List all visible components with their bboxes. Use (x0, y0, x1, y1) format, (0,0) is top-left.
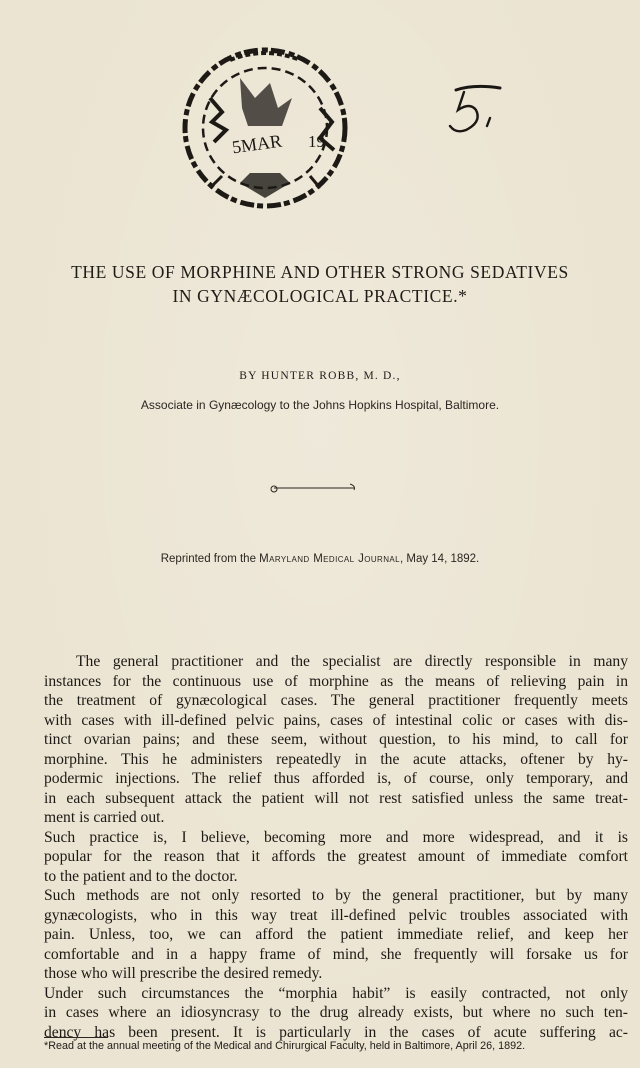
library-stamp (170, 38, 360, 216)
body-line: the treatment of gynæcological cases. The general practitioner frequently meets (44, 692, 628, 709)
stamp-year-text: 19 (308, 132, 325, 151)
author-affiliation: Associate in Gynæcology to the Johns Hopkins Hospital, Baltimore. (140, 398, 500, 412)
body-line: in cases where an idiosyncrasy to the drug already exists, but where no such ten- (44, 1004, 628, 1021)
body-line: popular for the reason that it affords the greatest amount of immediate comfort (44, 848, 628, 865)
body-line: to the patient and to the doctor. (44, 867, 238, 885)
body-line: Such practice is, I believe, becoming more and more widespread, and it is (44, 828, 628, 846)
reprint-suffix: , May 14, 1892. (399, 553, 480, 565)
body-line: dency has been present. It is particularly in the cases of acute suffering ac- (44, 1023, 628, 1041)
body-line: those who will prescribe the desired remedy. (44, 965, 323, 982)
ornamental-rule (268, 478, 360, 496)
body-line: gynæcologists, who in this way treat ill-defined pelvic troubles associated with (44, 906, 628, 924)
document-title-line-1: THE USE OF MORPHINE AND OTHER STRONG SEDATIVES (71, 262, 569, 282)
handwritten-number-icon (440, 80, 510, 140)
document-title-line-2: IN GYNÆCOLOGICAL PRACTICE.* (172, 286, 468, 306)
body-line: morphine. This he administers repeatedly in the acute attacks, oftener by hy- (44, 750, 628, 768)
body-line: comfortable and in a happy frame of mind, she frequently will forsake us for (44, 945, 628, 963)
handwritten-mark (440, 80, 510, 140)
library-stamp-seal (170, 38, 360, 216)
reprint-prefix: Reprinted from the (160, 553, 260, 565)
body-line: Under such circumstances the “morphia habit” is easily contracted, not only (44, 984, 628, 1002)
body-line: tinct ovarian pains; and these seem, without question, to his mind, to call for (44, 731, 628, 748)
stamp-date-text: 5MAR (230, 130, 284, 158)
body-text (44, 652, 628, 1042)
body-line: ment is carried out. (44, 809, 165, 826)
footnote-divider (44, 1037, 108, 1038)
body-line: in each subsequent attack the patient will not rest satisfied unless the same treat- (44, 789, 628, 807)
body-line: instances for the continuous use of morphine as the means of relieving pain in (44, 672, 628, 690)
body-line: The general practitioner and the specialist are directly responsible in many (76, 653, 628, 670)
body-line: pain. Unless, too, we can afford the patient immediate relief, and keep her (44, 926, 628, 943)
footnote: *Read at the annual meeting of the Medical and Chirurgical Faculty, held in Baltimore, April 26, 1892. (44, 1040, 526, 1052)
body-line: podermic injections. The relief thus afforded is, of course, only temporary, and (44, 770, 628, 787)
reprint-notice (0, 553, 640, 565)
body-line: with cases with ill-defined pelvic pains, cases of intestinal colic or cases with dis- (44, 711, 628, 729)
body-line: Such methods are not only resorted to by the general practitioner, but by many (44, 887, 628, 904)
journal-name: Maryland Medical Journal (259, 553, 400, 565)
author-byline: BY HUNTER ROBB, M. D., (239, 370, 401, 382)
